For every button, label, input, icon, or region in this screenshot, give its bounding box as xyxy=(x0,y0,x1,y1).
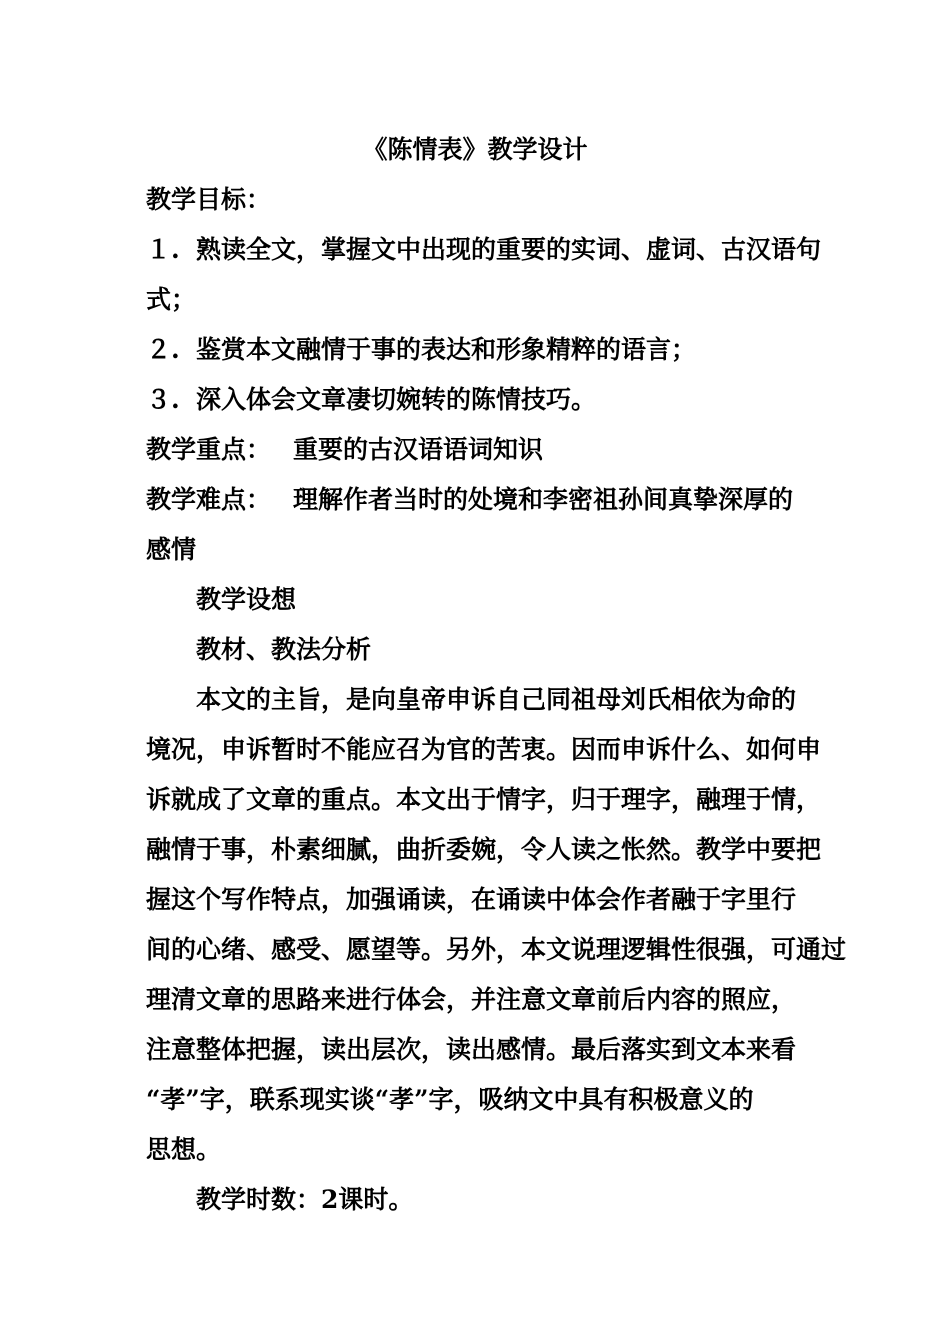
document-title: 《陈情表》教学设计 xyxy=(362,135,588,164)
objective-1-text: 熟读全文，掌握文中出现的重要的实词、虚词、古汉语句 xyxy=(196,235,822,264)
key-point-text: 重要的古汉语语词知识 xyxy=(293,435,544,464)
paragraph-line: 理清文章的思路来进行体会，并注意文章前后内容的照应， xyxy=(146,985,797,1014)
paragraph-line: 诉就成了文章的重点。本文出于情字，归于理字，融理于情， xyxy=(146,785,822,814)
objective-1-continued: 式； xyxy=(146,285,197,314)
paragraph-line: 思想。 xyxy=(146,1135,222,1164)
objective-3-text: 深入体会文章凄切婉转的陈情技巧。 xyxy=(196,385,597,414)
paragraph-line: 间的心绪、感受、愿望等。另外，本文说理逻辑性很强，可通过 xyxy=(146,935,847,964)
objectives-heading: 教学目标： xyxy=(146,185,272,214)
key-point xyxy=(146,432,826,468)
objective-1 xyxy=(146,232,826,268)
difficult-point xyxy=(146,482,826,518)
difficult-point-continued: 感情 xyxy=(146,535,197,564)
paragraph-line: 注意整体把握，读出层次，读出感情。最后落实到文本来看 xyxy=(146,1035,797,1064)
analysis-heading: 教材、教法分析 xyxy=(196,635,372,664)
paragraph-line: 握这个写作特点，加强诵读，在诵读中体会作者融于字里行 xyxy=(146,885,797,914)
paragraph-line: “孝”字，联系现实谈“孝”字，吸纳文中具有积极意义的 xyxy=(146,1085,754,1114)
paragraph-line: 境况，申诉暂时不能应召为官的苦衷。因而申诉什么、如何申 xyxy=(146,735,822,764)
objective-2-number: ２. xyxy=(146,335,180,364)
key-point-label: 教学重点： xyxy=(146,435,272,464)
design-heading: 教学设想 xyxy=(196,585,297,614)
paragraph-line: 融情于事，朴素细腻，曲折委婉，令人读之怅然。教学中要把 xyxy=(146,835,822,864)
class-hours: 教学时数：2课时。 xyxy=(196,1185,414,1214)
objective-1-number: １. xyxy=(146,235,180,264)
paragraph-line: 本文的主旨，是向皇帝申诉自己同祖母刘氏相依为命的 xyxy=(196,685,797,714)
objective-3-number: ３. xyxy=(146,385,180,414)
difficult-point-text: 理解作者当时的处境和李密祖孙间真挚深厚的 xyxy=(293,485,794,514)
objective-2 xyxy=(146,332,826,368)
objective-3 xyxy=(146,382,826,418)
difficult-point-label: 教学难点： xyxy=(146,485,272,514)
objective-2-text: 鉴赏本文融情于事的表达和形象精粹的语言； xyxy=(196,335,697,364)
